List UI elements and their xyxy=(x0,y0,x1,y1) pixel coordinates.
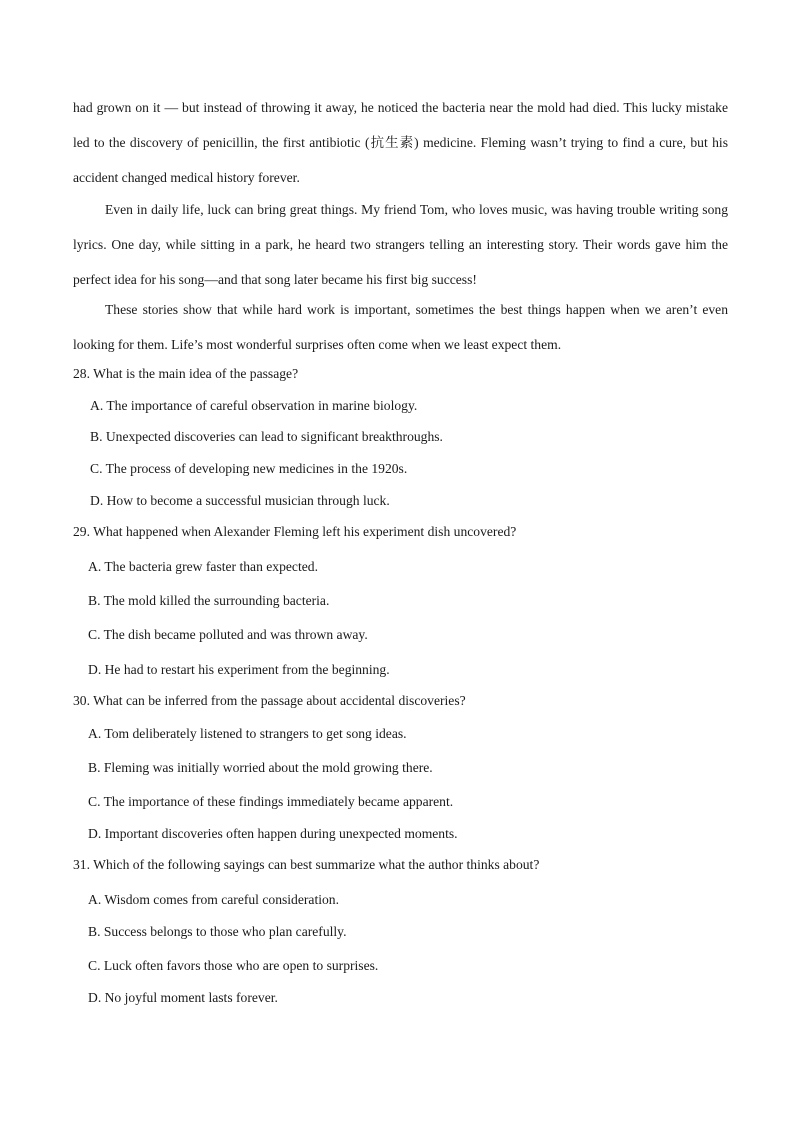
question-31-option-c: C. Luck often favors those who are open to surprises. xyxy=(88,958,379,973)
question-28-stem: 28. What is the main idea of the passage? xyxy=(73,366,299,381)
question-28-option-d: D. How to become a successful musician through luck. xyxy=(90,493,390,508)
passage-paragraph: These stories show that while hard work is important, sometimes the best things happen when we aren’t even looking for them. Life’s most wonderful surprises often come when we least expect them. xyxy=(73,302,728,352)
question-28-option-a: A. The importance of careful observation in marine biology. xyxy=(90,398,418,413)
question-28-option-b: B. Unexpected discoveries can lead to significant breakthroughs. xyxy=(90,429,443,444)
question-29-stem: 29. What happened when Alexander Fleming left his experiment dish uncovered? xyxy=(73,524,517,539)
question-30-option-c: C. The importance of these findings immediately became apparent. xyxy=(88,794,454,809)
question-31-option-a: A. Wisdom comes from careful consideration. xyxy=(88,892,339,907)
question-29-option-d: D. He had to restart his experiment from the beginning. xyxy=(88,662,390,677)
question-30-option-a: A. Tom deliberately listened to strangers to get song ideas. xyxy=(88,726,407,741)
question-31-option-d: D. No joyful moment lasts forever. xyxy=(88,990,278,1005)
passage-paragraph: Even in daily life, luck can bring great things. My friend Tom, who loves music, was having trouble writing song lyrics. One day, while sitting in a park, he heard two strangers telling an interesting story. Their words gave him the perfect idea for his song—and that song later became his first big success! xyxy=(73,202,728,287)
question-30-option-d: D. Important discoveries often happen during unexpected moments. xyxy=(88,826,458,841)
question-29-option-a: A. The bacteria grew faster than expected. xyxy=(88,559,318,574)
question-30-option-b: B. Fleming was initially worried about the mold growing there. xyxy=(88,760,433,775)
question-30-stem: 30. What can be inferred from the passage about accidental discoveries? xyxy=(73,693,466,708)
question-29-option-b: B. The mold killed the surrounding bacteria. xyxy=(88,593,330,608)
passage-paragraph: had grown on it — but instead of throwing it away, he noticed the bacteria near the mold had died. This lucky mistake led to the discovery of penicillin, the first antibiotic (抗生素) medicine. Fleming wasn’t trying to find a cure, but his accident changed medical history forever. xyxy=(73,100,728,185)
question-31-option-b: B. Success belongs to those who plan carefully. xyxy=(88,924,347,939)
question-31-stem: 31. Which of the following sayings can best summarize what the author thinks about? xyxy=(73,857,540,872)
question-28-option-c: C. The process of developing new medicines in the 1920s. xyxy=(90,461,408,476)
question-29-option-c: C. The dish became polluted and was thrown away. xyxy=(88,627,368,642)
